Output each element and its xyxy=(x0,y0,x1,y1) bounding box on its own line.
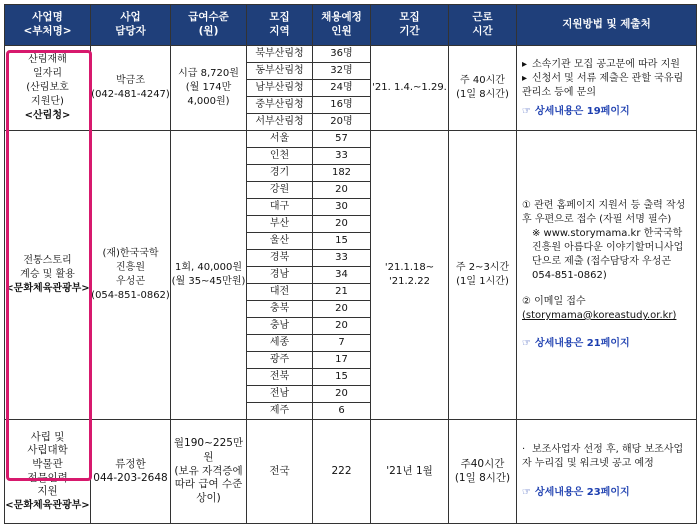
method-step-2: ② 이메일 접수 xyxy=(522,296,586,307)
pay-cell: 월190~225만원 (보유 자격증에 따라 급여 수준 상이) xyxy=(171,420,247,524)
headcount-cell: 20 xyxy=(313,386,371,403)
region-cell: 강원 xyxy=(247,182,313,199)
bullet-icon: ▸ xyxy=(522,72,528,84)
period-cell: '21.1.18~ '21.2.22 xyxy=(371,131,449,420)
bullet-icon: · xyxy=(522,444,526,456)
email-link[interactable]: (storymama@koreastudy.or.kr) xyxy=(522,310,677,321)
header-method: 지원방법 및 제출처 xyxy=(517,5,697,46)
region-cell: 북부산림청 xyxy=(247,46,313,63)
region-cell: 남부산림청 xyxy=(247,80,313,97)
header-headcount: 채용예정 인원 xyxy=(313,5,371,46)
region-cell: 전북 xyxy=(247,369,313,386)
headcount-cell: 20 xyxy=(313,216,371,233)
region-cell: 광주 xyxy=(247,352,313,369)
region-cell: 전남 xyxy=(247,386,313,403)
headcount-cell: 15 xyxy=(313,233,371,250)
headcount-cell: 17 xyxy=(313,352,371,369)
detail-page-link[interactable]: ☞ 상세내용은 21페이지 xyxy=(522,338,630,349)
region-cell: 동부산림청 xyxy=(247,63,313,80)
contact-cell: 박금조 (042-481-4247) xyxy=(91,46,171,131)
ministry-name: <산림청> xyxy=(24,110,71,121)
hours-cell: 주 40시간 (1일 8시간) xyxy=(449,46,517,131)
region-cell: 전국 xyxy=(247,420,313,524)
headcount-cell: 6 xyxy=(313,403,371,420)
contact-cell: 류정한 044-203-2648 xyxy=(91,420,171,524)
program-name-cell xyxy=(5,420,91,524)
period-cell: '21. 1.4.~1.29. xyxy=(371,46,449,131)
pointing-hand-icon: ☞ xyxy=(522,105,531,117)
headcount-cell: 21 xyxy=(313,284,371,301)
headcount-cell: 20명 xyxy=(313,114,371,131)
region-cell: 경북 xyxy=(247,250,313,267)
headcount-cell: 20 xyxy=(313,182,371,199)
region-cell: 세종 xyxy=(247,335,313,352)
region-cell: 중부산림청 xyxy=(247,97,313,114)
headcount-cell: 182 xyxy=(313,165,371,182)
job-program-table xyxy=(4,4,697,524)
region-cell: 충북 xyxy=(247,301,313,318)
region-cell: 서부산림청 xyxy=(247,114,313,131)
region-cell: 경남 xyxy=(247,267,313,284)
header-hours: 근로 시간 xyxy=(449,5,517,46)
pointing-hand-icon: ☞ xyxy=(522,486,531,498)
pointing-hand-icon: ☞ xyxy=(522,338,531,349)
header-region: 모집 지역 xyxy=(247,5,313,46)
method-item: ▸ 소속기관 모집 공고문에 따라 지원 xyxy=(522,58,680,70)
headcount-cell: 20 xyxy=(313,318,371,335)
ministry-name: <문화체육관광부> xyxy=(5,499,90,511)
method-cell xyxy=(517,131,697,420)
headcount-cell: 16명 xyxy=(313,97,371,114)
headcount-cell: 24명 xyxy=(313,80,371,97)
headcount-cell: 33 xyxy=(313,250,371,267)
headcount-cell: 30 xyxy=(313,199,371,216)
table-row xyxy=(5,420,697,524)
region-cell: 경기 xyxy=(247,165,313,182)
headcount-cell: 20 xyxy=(313,301,371,318)
table-row xyxy=(5,131,697,148)
method-item: ▸ 신청서 및 서류 제출은 관할 국유림관리소 등에 문의 xyxy=(522,72,684,98)
method-item: · 보조사업자 선정 후, 해당 보조사업자 누리집 및 워크넷 공고 예정 xyxy=(522,444,684,470)
region-cell: 부산 xyxy=(247,216,313,233)
headcount-cell: 7 xyxy=(313,335,371,352)
headcount-cell: 34 xyxy=(313,267,371,284)
headcount-cell: 32명 xyxy=(313,63,371,80)
headcount-cell: 36명 xyxy=(313,46,371,63)
method-cell xyxy=(517,420,697,524)
program-name: 전통스토리 계승 및 활용 xyxy=(20,255,75,280)
program-name-cell xyxy=(5,46,91,131)
header-row xyxy=(5,5,697,46)
hours-cell: 주 2~3시간 (1일 1시간) xyxy=(449,131,517,420)
headcount-cell: 222 xyxy=(313,420,371,524)
detail-page-link[interactable]: ☞ 상세내용은 23페이지 xyxy=(522,486,630,498)
method-step-1: ① 관련 홈페이지 지원서 등 출력 작성 후 우편으로 접수 (자필 서명 필수) xyxy=(522,200,686,225)
region-cell: 제주 xyxy=(247,403,313,420)
hours-cell: 주40시간 (1일 8시간) xyxy=(449,420,517,524)
program-name: 사립 및 사립대학 박물관 전문인력 지원 xyxy=(27,430,68,498)
header-pay: 급여수준 (원) xyxy=(171,5,247,46)
region-cell: 충남 xyxy=(247,318,313,335)
region-cell: 대구 xyxy=(247,199,313,216)
region-cell: 울산 xyxy=(247,233,313,250)
headcount-cell: 33 xyxy=(313,148,371,165)
table-row xyxy=(5,46,697,63)
contact-cell: (재)한국국학 진흥원 우성곤 (054-851-0862) xyxy=(91,131,171,420)
pay-cell: 시급 8,720원 (월 174만 4,000원) xyxy=(171,46,247,131)
header-program-name: 사업명 <부처명> xyxy=(5,5,91,46)
method-cell xyxy=(517,46,697,131)
header-contact: 사업 담당자 xyxy=(91,5,171,46)
region-cell: 인천 xyxy=(247,148,313,165)
program-name: 산림재해 일자리 (산림보호 지원단) xyxy=(26,54,69,107)
program-name-cell xyxy=(5,131,91,420)
region-cell: 대전 xyxy=(247,284,313,301)
pay-cell: 1회, 40,000원 (월 35~45만원) xyxy=(171,131,247,420)
header-period: 모집 기간 xyxy=(371,5,449,46)
region-cell: 서울 xyxy=(247,131,313,148)
headcount-cell: 15 xyxy=(313,369,371,386)
ministry-name: <문화체육관광부> xyxy=(5,283,90,294)
method-note: ※ www.storymama.kr 한국국학진흥원 아름다운 이야기할머니사업단으로 제출 (접수담당자 우성곤 054-851-0862) xyxy=(532,228,684,281)
period-cell: '21년 1월 xyxy=(371,420,449,524)
detail-page-link[interactable]: ☞ 상세내용은 19페이지 xyxy=(522,105,630,117)
headcount-cell: 57 xyxy=(313,131,371,148)
bullet-icon: ▸ xyxy=(522,58,528,70)
